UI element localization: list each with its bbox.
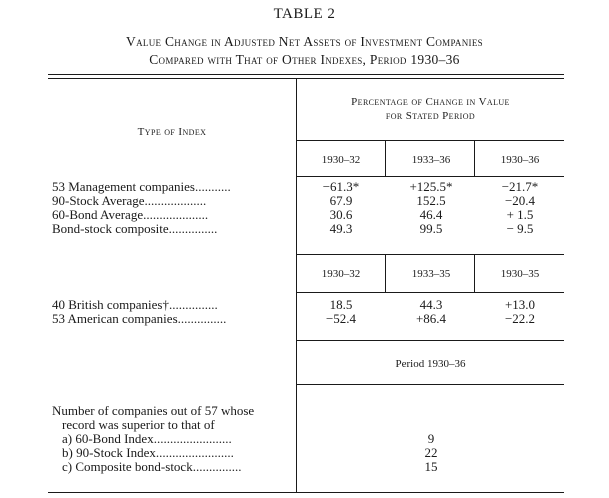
section1-head-rule-top <box>297 140 564 141</box>
cell-value: 15 <box>424 459 438 474</box>
cell-value: 46.4 <box>419 207 443 222</box>
cell-value: 9 <box>427 431 435 446</box>
section2-period-1: 1930–32 <box>321 268 361 280</box>
cell-value: − 9.5 <box>506 221 534 236</box>
section3-intro-line-1: Number of companies out of 57 whose <box>52 403 255 418</box>
bottom-rule <box>48 492 564 493</box>
cell-value: −61.3* <box>322 179 360 194</box>
cell-value: 22 <box>424 445 438 460</box>
percentage-header-line-1: Percentage of Change in Value <box>351 96 510 108</box>
cell-value: 18.5 <box>329 297 353 312</box>
cell-value: +125.5* <box>409 179 453 194</box>
table-row: 40 British companies†............... <box>52 297 218 312</box>
cell-value: −22.2 <box>504 311 536 326</box>
cell-value: 99.5 <box>419 221 443 236</box>
table-row: b) 90-Stock Index........................ <box>62 445 234 460</box>
cell-value: −21.7* <box>501 179 539 194</box>
cell-value: 49.3 <box>329 221 353 236</box>
table-row: 60-Bond Average.................... <box>52 207 209 222</box>
table-title: TABLE 2 <box>273 6 336 22</box>
section1-head-rule-bottom <box>297 176 564 177</box>
table-subtitle-line-1: Value Change in Adjusted Net Assets of Investment Companies <box>126 34 483 49</box>
cell-value: + 1.5 <box>506 207 534 222</box>
top-rule-1 <box>48 74 564 75</box>
section2-head-rule-top <box>297 254 564 255</box>
section1-period-1: 1930–32 <box>321 154 361 166</box>
table-row: 53 Management companies........... <box>52 179 231 194</box>
cell-value: −20.4 <box>504 193 536 208</box>
cell-value: 44.3 <box>419 297 443 312</box>
cell-value: 152.5 <box>416 193 446 208</box>
table-row: 53 American companies............... <box>52 311 227 326</box>
section2-head-rule-bottom <box>297 292 564 293</box>
cell-value: 30.6 <box>329 207 353 222</box>
table-row: a) 60-Bond Index........................ <box>62 431 232 446</box>
section3-intro-line-2: record was superior to that of <box>62 417 215 432</box>
cell-value: 67.9 <box>329 193 353 208</box>
table-row: Bond-stock composite............... <box>52 221 218 236</box>
table-row: c) Composite bond-stock............... <box>62 459 242 474</box>
cell-value: −52.4 <box>325 311 357 326</box>
table-subtitle-line-2: Compared with That of Other Indexes, Period 1930–36 <box>149 52 460 67</box>
section2-period-2: 1933–35 <box>411 268 451 280</box>
section3-period-label: Period 1930–36 <box>395 358 466 370</box>
cell-value: +13.0 <box>504 297 536 312</box>
section2-period-3: 1930–35 <box>500 268 540 280</box>
cell-value: +86.4 <box>415 311 447 326</box>
section3-head-rule-bottom <box>297 384 564 385</box>
section3-head-rule-top <box>297 340 564 341</box>
section1-period-2: 1933–36 <box>411 154 451 166</box>
type-of-index-header: Type of Index <box>137 126 207 138</box>
top-rule-2 <box>48 78 564 79</box>
percentage-header-line-2: for Stated Period <box>385 110 476 122</box>
section1-period-3: 1930–36 <box>500 154 540 166</box>
table-row: 90-Stock Average................... <box>52 193 207 208</box>
